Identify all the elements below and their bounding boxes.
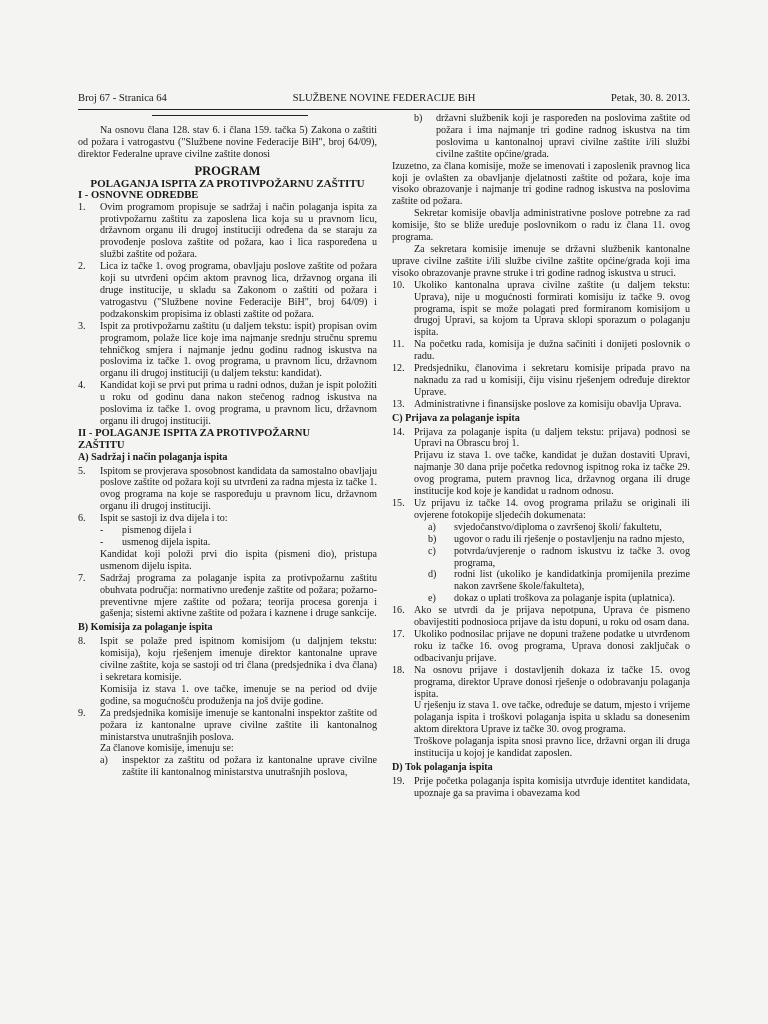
sub-item: - usmenog dijela ispita.: [100, 537, 211, 548]
item-continuation: Komisija iz stava 1. ove tačke, imenuje se na period od dvije godine, sa mogućnošću produženja na još dvije godine.: [100, 683, 377, 707]
sub-item: c) potvrda/uvjerenje o radnom iskustvu iz tačke 3. ovog programa,: [428, 545, 690, 569]
list-item: 2. Lica iz tačke 1. ovog programa, obavljaju poslove zaštite od požara koji su utvrđeni općim aktom pravnog lica, državnog organa ili druge institucije, u skladu sa Zakonom o zaštiti od požara i vatrogastvu ("Službene novine Federacije BiH", broj 64/09) i podzakonskim propisima iz oblasti zaštite od požara.: [78, 261, 377, 320]
sub-item: a) svjedočanstvo/diploma o završenoj školi/ fakultetu,: [428, 521, 662, 533]
list-item: 19. Prije početka polaganja ispita komisija utvrđuje identitet kandidata, upoznaje ga sa pravima i obavezama kod: [392, 775, 690, 799]
section-heading-1: I - OSNOVNE ODREDBE: [78, 189, 199, 201]
subsection-heading-b: B) Komisija za polaganje ispita: [78, 622, 213, 634]
page-header: [78, 93, 690, 109]
list-item: 16. Ako se utvrdi da je prijava nepotpuna, Uprava će pismeno obavijestiti podnosioca prijave da istu dopuni, u roku od osam dana.: [392, 605, 690, 629]
list-item: 17. Ukoliko podnosilac prijave ne dopuni tražene podatke u utvrđenom roku iz tačke 16. ovog programa, Uprava donosi zaključak o odbacivanju prijave.: [392, 628, 690, 664]
document-subtitle: POLAGANJA ISPITA ZA PROTIVPOŽARNU ZAŠTITU: [90, 177, 365, 190]
item-continuation: Za članove komisije, imenuju se:: [100, 743, 234, 755]
paragraph: Za sekretara komisije imenuje se državni službenik kantonalne uprave civilne zaštite i/ili službe civilne zaštite općine/grada koji ima visoko obrazovanje pravne struke i tri godine radnog iskustva u struci.: [392, 243, 690, 279]
list-item: 8. Ispit se polaže pred ispitnom komisijom (u daljnjem tekstu: komisija), koju rješenjem imenuje direktor kantonalne uprave civilne zaštite, koja se sastoji od tri člana (predsjednika i dva člana) i sekretara komisije.: [78, 636, 377, 683]
section-heading-2: II - POLAGANJE ISPITA ZA PROTIVPOŽARNU: [78, 427, 311, 439]
subsection-heading-d: D) Tok polaganja ispita: [392, 761, 493, 773]
sub-item: b) ugovor o radu ili rješenje o postavljenju na radno mjesto,: [428, 533, 685, 545]
document-title: PROGRAM: [194, 163, 261, 178]
list-item: 7. Sadržaj programa za polaganje ispita za protivpožarnu zaštitu obuhvata područja: normativno uređenje zaštite od požara; požarno-preventivne mjere zaštite od požara; teorija procesa gorenja i gašenja; sistemi aktivne zaštite od požara i kaznene i druge sankcije.: [78, 572, 377, 620]
issue-number: Broj 67 - Stranica 64: [78, 93, 167, 104]
sub-item: b) državni službenik koji je raspoređen na poslovima zaštite od požara i ima najmanje tri godine radnog iskustva na tim poslovima u kantonalnoj upravi civilne zaštite i/ili službi civilne zaštite općine/grada.: [414, 113, 690, 160]
list-item: 18. Na osnovu prijave i dostavljenih dokaza iz tačke 15. ovog programa, direktor Uprave donosi rješenje o odobravanju polaganja ispita.: [392, 664, 690, 700]
sub-item: e) dokaz o uplati troškova za polaganje ispita (uplatnica).: [428, 593, 675, 605]
item-continuation: Kandidat koji položi prvi dio ispita (pismeni dio), pristupa usmenom dijelu ispita.: [100, 548, 377, 572]
list-item: 15. Uz prijavu iz tačke 14. ovog programa prilažu se originali ili ovjerene fotokopije sljedećih dokumenata:: [392, 498, 690, 521]
publication-title: SLUŽBENE NOVINE FEDERACIJE BiH: [292, 93, 476, 104]
list-item: 14. Prijava za polaganje ispita (u daljem tekstu: prijava) podnosi se Upravi na Obrascu broj 1.: [392, 426, 690, 450]
paragraph: Izuzetno, za člana komisije, može se imenovati i zaposlenik pravnog lica koji je ovlašten za obavljanje djelatnosti zaštite od požara, koje ima visoko obrazovanje i najmanje tri godine radnog iskustva na poslovima zaštite od požara.: [392, 160, 690, 208]
sub-item: a) inspektor za zaštitu od požara iz kantonalne uprave civilne zaštite ili kantonalnog ministarstva unutrašnjih poslova,: [100, 755, 377, 779]
list-item: 5. Ispitom se provjerava sposobnost kandidata da samostalno obavljaju poslove zaštite od požara koji su utvrđeni za radna mjesta iz tačke 1. ovog programa na koje se raspoređuju u pravnom licu, državnom organu ili drugoj instituciji.: [78, 465, 377, 513]
item-continuation: Troškove polaganja ispita snosi pravno lice, državni organ ili druga institucija u kojoj je kandidat zaposlen.: [414, 736, 690, 760]
sub-item: - pismenog dijela i: [100, 525, 192, 537]
subsection-heading-a: A) Sadržaj i način polaganja ispita: [78, 451, 228, 463]
intro-rule: [152, 115, 308, 116]
list-item: 13. Administrativne i finansijske poslove za komisiju obavlja Uprava.: [392, 398, 682, 410]
list-item: 9. Za predsjednika komisije imenuje se kantonalni inspektor zaštite od požara iz kantonalne uprave civilne zaštite ili kantonalnog ministarstva unutrašnjih poslova.: [78, 707, 377, 743]
section-heading-2-cont: ZAŠTITU: [78, 439, 125, 451]
paragraph: Sekretar komisije obavlja administrativne poslove potrebne za rad komisije, što se bliže uređuje poslovnikom o radu iz člana 11. ovog programa.: [392, 208, 690, 244]
sub-item: d) rodni list (ukoliko je kandidatkinja promijenila prezime nakon završene škole/fakulteta),: [428, 569, 690, 593]
list-item: 12. Predsjedniku, članovima i sekretaru komisije pripada pravo na naknadu za rad u komisiji, čiju visinu rješenjem određuje direktor Uprave.: [392, 363, 690, 398]
right-column: [392, 113, 690, 800]
item-continuation: U rješenju iz stava 1. ove tačke, određuje se datum, mjesto i vrijeme polaganja ispita i troškovi polaganja ispita u skladu sa donesenim aktom direktora Uprave iz tačke 30. ovog programa.: [414, 700, 690, 736]
header-rule: [78, 109, 690, 110]
left-column: [78, 125, 377, 779]
intro-paragraph: Na osnovu člana 128. stav 6. i člana 159. tačka 5) Zakona o zaštiti od požara i vatrogastvu ("Službene novine Federacije BiH", broj 64/09), direktor Federalne uprave civilne zaštite donosi: [78, 125, 377, 160]
list-item: 4. Kandidat koji se prvi put prima u radni odnos, dužan je ispit položiti u roku od godinu dana nakon stečenog radnog iskustva na poslovima iz tačke 1. ovog programa, u pravnom licu, državnom organu ili drugoj instituciji.: [78, 380, 377, 427]
list-item: 6. Ispit se sastoji iz dva dijela i to:: [78, 513, 228, 525]
item-continuation: Prijavu iz stava 1. ove tačke, kandidat je dužan dostaviti Upravi, najmanje 30 dana prije početka redovnog ispitnog roka iz tačke 29. ovog programa, putem pravnog lica, državnog organa ili druge institucije kod koje je kandidat u radnom odnosu.: [414, 450, 690, 498]
list-item: 3. Ispit za protivpožarnu zaštitu (u daljem tekstu: ispit) propisan ovim programom, polaže lice koje ima najmanje srednju stručnu spremu tehničkog smjera i najmanje jednu godinu radnog iskustva na poslovima iz tačke 1. ovog programa, u pravnom licu, državnom organu ili drugoj instituciji (u daljem tekstu: kandidat).: [78, 320, 377, 380]
list-item: 10. Ukoliko kantonalna uprava civilne zaštite (u daljem tekstu: Uprava), nije u mogućnosti formirati komisiju iz tačke 9. ovog programa, ispit se može polagati pred formiranom komisijom u drugoj Upravi, sa kojom ta Uprava sklopi sporazum o polaganju ispita.: [392, 279, 690, 339]
subsection-heading-c: C) Prijava za polaganje ispita: [392, 412, 520, 424]
issue-date: Petak, 30. 8. 2013.: [610, 93, 690, 104]
list-item: 11. Na početku rada, komisija je dužna sačiniti i donijeti poslovnik o radu.: [392, 339, 690, 363]
list-item: 1. Ovim programom propisuje se sadržaj i način polaganja ispita za protivpožarnu zaštitu za zaposlena lica koja su u pravnom licu, državnom organu ili drugoj instituciji određena da se staraju za provođenje poslova zaštite od požara, kao i lica raspoređena u službi zaštite od požara.: [78, 201, 377, 261]
